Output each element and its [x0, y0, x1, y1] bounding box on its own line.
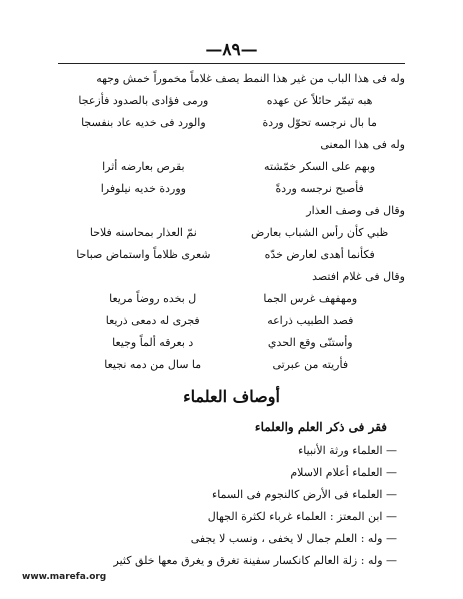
poem-couplet: [58, 222, 405, 244]
hemistich-second: فجرى له دمعى ذريعا: [105, 314, 200, 327]
hemistich-first: فأصبح نرجسه وردةً: [275, 182, 364, 195]
hemistich-second: نمّ العذار بمحاسنه فلاحا: [89, 226, 197, 239]
saying-line: — وله : العلم جمال لا يخفى ، ونسب لا يجفى: [190, 532, 397, 545]
header-rule: [58, 63, 405, 64]
hemistich-second: ما سال من دمه نجيعا: [104, 358, 202, 371]
saying-line: — العلماء فى الأرض كالنجوم فى السماء: [212, 488, 397, 501]
hemistich-first: ما بال نرجسه تحوّل وردة: [262, 116, 377, 129]
hemistich-first: فصد الطبيب ذراعه: [267, 314, 354, 327]
hemistich-second: والورد فى خديه عاد بنفسجا: [81, 116, 206, 129]
hemistich-first: فكأنما أهدى لعارض خدّه: [264, 248, 375, 261]
poem-intro-line: وقال فى وصف العذار: [306, 204, 405, 217]
poem-couplet: [58, 332, 405, 354]
hemistich-first: وأستنّى وقع الحدي: [267, 336, 353, 349]
hemistich-first: هبه تيمّر حائلاً عن عهده: [266, 94, 373, 107]
hemistich-first: ومهفهف غرس الجما: [263, 292, 358, 305]
page-content: [58, 68, 405, 572]
saying-line: — العلماء ورثة الأنبياء: [298, 444, 397, 457]
poem-couplet: [58, 112, 405, 134]
section-subtitle: فقر فى ذكر العلم والعلماء: [254, 420, 387, 434]
hemistich-second: ووردة خديه نيلوفرا: [100, 182, 186, 195]
poem-couplet: [58, 310, 405, 332]
saying-line: — ابن المعتز : العلماء غرباء لكثرة الجهال: [207, 510, 397, 523]
poem-intro-line: وله فى هذا المعنى: [320, 138, 405, 151]
poem-couplet: [58, 244, 405, 266]
hemistich-second: د بعرقه ألماً وجيعا: [112, 336, 194, 349]
poem-couplet: [58, 354, 405, 376]
poem-intro-line: وقال فى غلام افتصد: [312, 270, 405, 283]
hemistich-second: بقرص بعارضه أثرا: [102, 160, 185, 173]
poem-couplet: [58, 90, 405, 112]
poem-couplet: [58, 288, 405, 310]
hemistich-first: فأريته من عبرتى: [272, 358, 349, 371]
page-number: —٨٩—: [205, 40, 258, 60]
hemistich-first: ظبي كأن رأس الشباب بعارض: [251, 226, 389, 239]
hemistich-first: وبهم على السكر خمّشته: [264, 160, 376, 173]
saying-line: — العلماء أعلام الاسلام: [290, 466, 397, 479]
hemistich-second: ورمى فؤادى بالصدود فأزعجا: [78, 94, 209, 107]
saying-line: — وله : زلة العالم كانكسار سفينة تغرق و يغرق معها خلق كثير: [113, 554, 397, 567]
poem-couplet: [58, 156, 405, 178]
poem-couplet: [58, 178, 405, 200]
hemistich-second: ل بخده روضاً مريعا: [109, 292, 197, 305]
section-title: أوصاف العلماء: [183, 387, 280, 406]
hemistich-second: شعرى ظلاماً واستماض صباحا: [76, 248, 211, 261]
poem-intro-line: وله فى هذا الباب من غير هذا النمط يصف غلاماً مخموراً خمش وجهه: [96, 72, 405, 85]
footer-url: www.marefa.org: [22, 572, 107, 582]
